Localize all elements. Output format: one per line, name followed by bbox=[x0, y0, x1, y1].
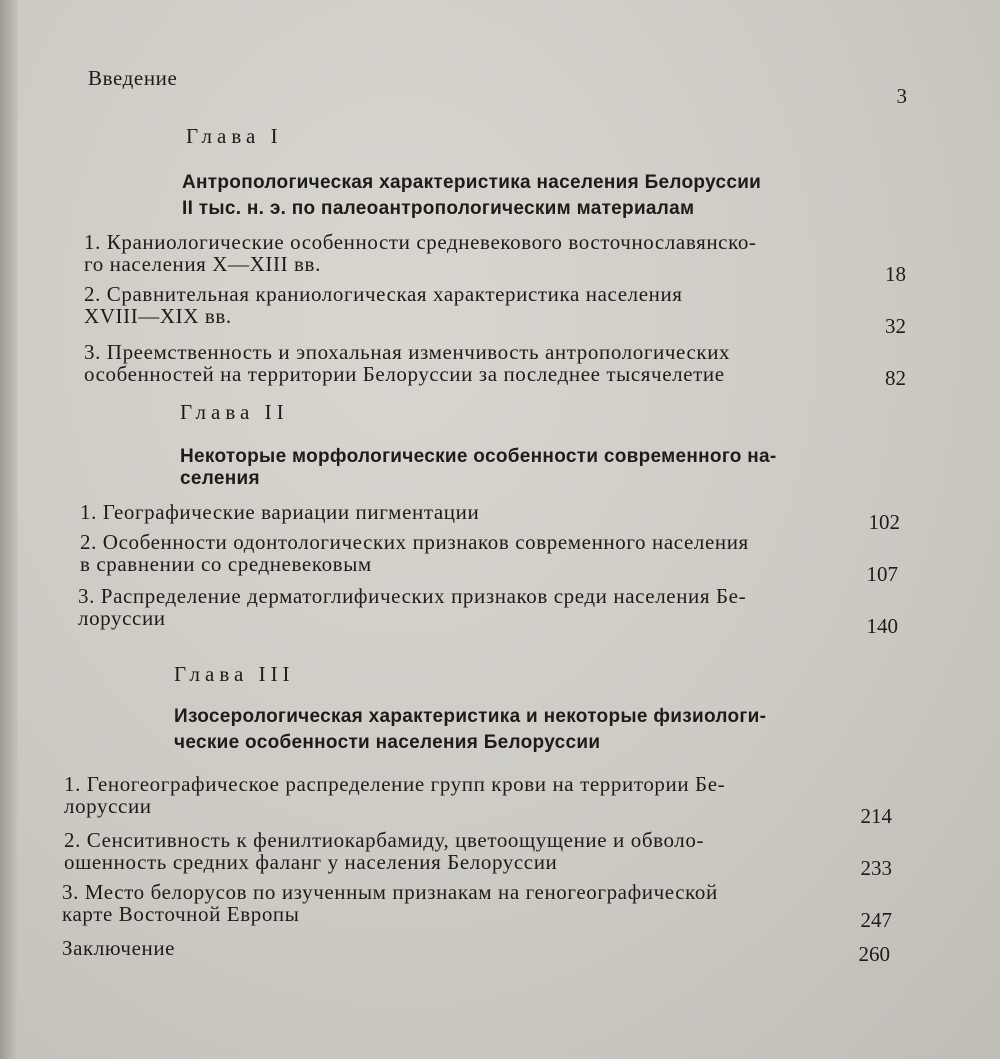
toc-item-1-1-line2: го населения X—XIII вв. bbox=[84, 252, 321, 276]
toc-item-2-3-line1: 3. Распределение дерматоглифических признаков среди населения Бе- bbox=[78, 584, 747, 608]
toc-item-1-1-page: 18 bbox=[885, 262, 906, 286]
toc-item-1-1-line1: 1. Краниологические особенности средневекового восточнославянско- bbox=[84, 230, 757, 254]
chapter-3-title-line1: Изосерологическая характеристика и некоторые физиологи- bbox=[174, 706, 767, 727]
chapter-2-title-line2: селения bbox=[180, 468, 260, 489]
toc-item-3-3-page: 247 bbox=[860, 908, 892, 932]
toc-conclusion-page: 260 bbox=[858, 942, 890, 966]
chapter-2-heading: Глава II bbox=[180, 400, 289, 424]
chapter-3-heading: Глава III bbox=[174, 662, 295, 686]
toc-intro-page: 3 bbox=[896, 84, 907, 108]
toc-item-1-3-line2: особенностей на территории Белоруссии за последнее тысячелетие bbox=[84, 362, 725, 386]
toc-item-2-3-line2: лоруссии bbox=[78, 606, 166, 630]
toc-item-3-2-line2: ошенность средних фаланг у населения Белоруссии bbox=[64, 850, 558, 874]
toc-item-2-3-page: 140 bbox=[866, 614, 898, 638]
toc-item-1-2-line1: 2. Сравнительная краниологическая характеристика населения bbox=[84, 282, 683, 306]
page-binding-edge bbox=[0, 0, 18, 1059]
toc-item-3-1-page: 214 bbox=[860, 804, 892, 828]
toc-item-2-2-line2: в сравнении со средневековым bbox=[80, 552, 372, 576]
toc-item-3-3-line1: 3. Место белорусов по изученным признакам на геногеографической bbox=[62, 880, 718, 904]
chapter-1-title-line1: Антропологическая характеристика населения Белоруссии bbox=[182, 172, 762, 193]
toc-item-3-2-line1: 2. Сенситивность к фенилтиокарбамиду, цветоощущение и обволо- bbox=[64, 828, 705, 852]
toc-item-3-2-page: 233 bbox=[860, 856, 892, 880]
toc-item-2-1-page: 102 bbox=[868, 510, 900, 534]
toc-item-1-3-line1: 3. Преемственность и эпохальная изменчивость антропологических bbox=[84, 340, 731, 364]
toc-item-3-1-line2: лоруссии bbox=[64, 794, 152, 818]
chapter-2-title-line1: Некоторые морфологические особенности современного на- bbox=[180, 446, 777, 467]
toc-item-2-1-line1: 1. Географические вариации пигментации bbox=[80, 500, 480, 524]
toc-item-3-3-line2: карте Восточной Европы bbox=[62, 902, 300, 926]
chapter-1-heading: Глава I bbox=[186, 124, 283, 148]
toc-item-1-2-page: 32 bbox=[885, 314, 906, 338]
toc-item-1-3-page: 82 bbox=[885, 366, 906, 390]
toc-item-2-2-page: 107 bbox=[866, 562, 898, 586]
chapter-1-title-line2: II тыс. н. э. по палеоантропологическим материалам bbox=[182, 198, 695, 219]
toc-item-3-1-line1: 1. Геногеографическое распределение групп крови на территории Бе- bbox=[64, 772, 726, 796]
toc-item-2-2-line1: 2. Особенности одонтологических признаков современного населения bbox=[80, 530, 749, 554]
toc-intro-label: Введение bbox=[88, 66, 178, 90]
toc-conclusion-label: Заключение bbox=[62, 936, 176, 960]
chapter-3-title-line2: ческие особенности населения Белоруссии bbox=[174, 732, 601, 753]
toc-item-1-2-line2: XVIII—XIX вв. bbox=[84, 304, 232, 328]
